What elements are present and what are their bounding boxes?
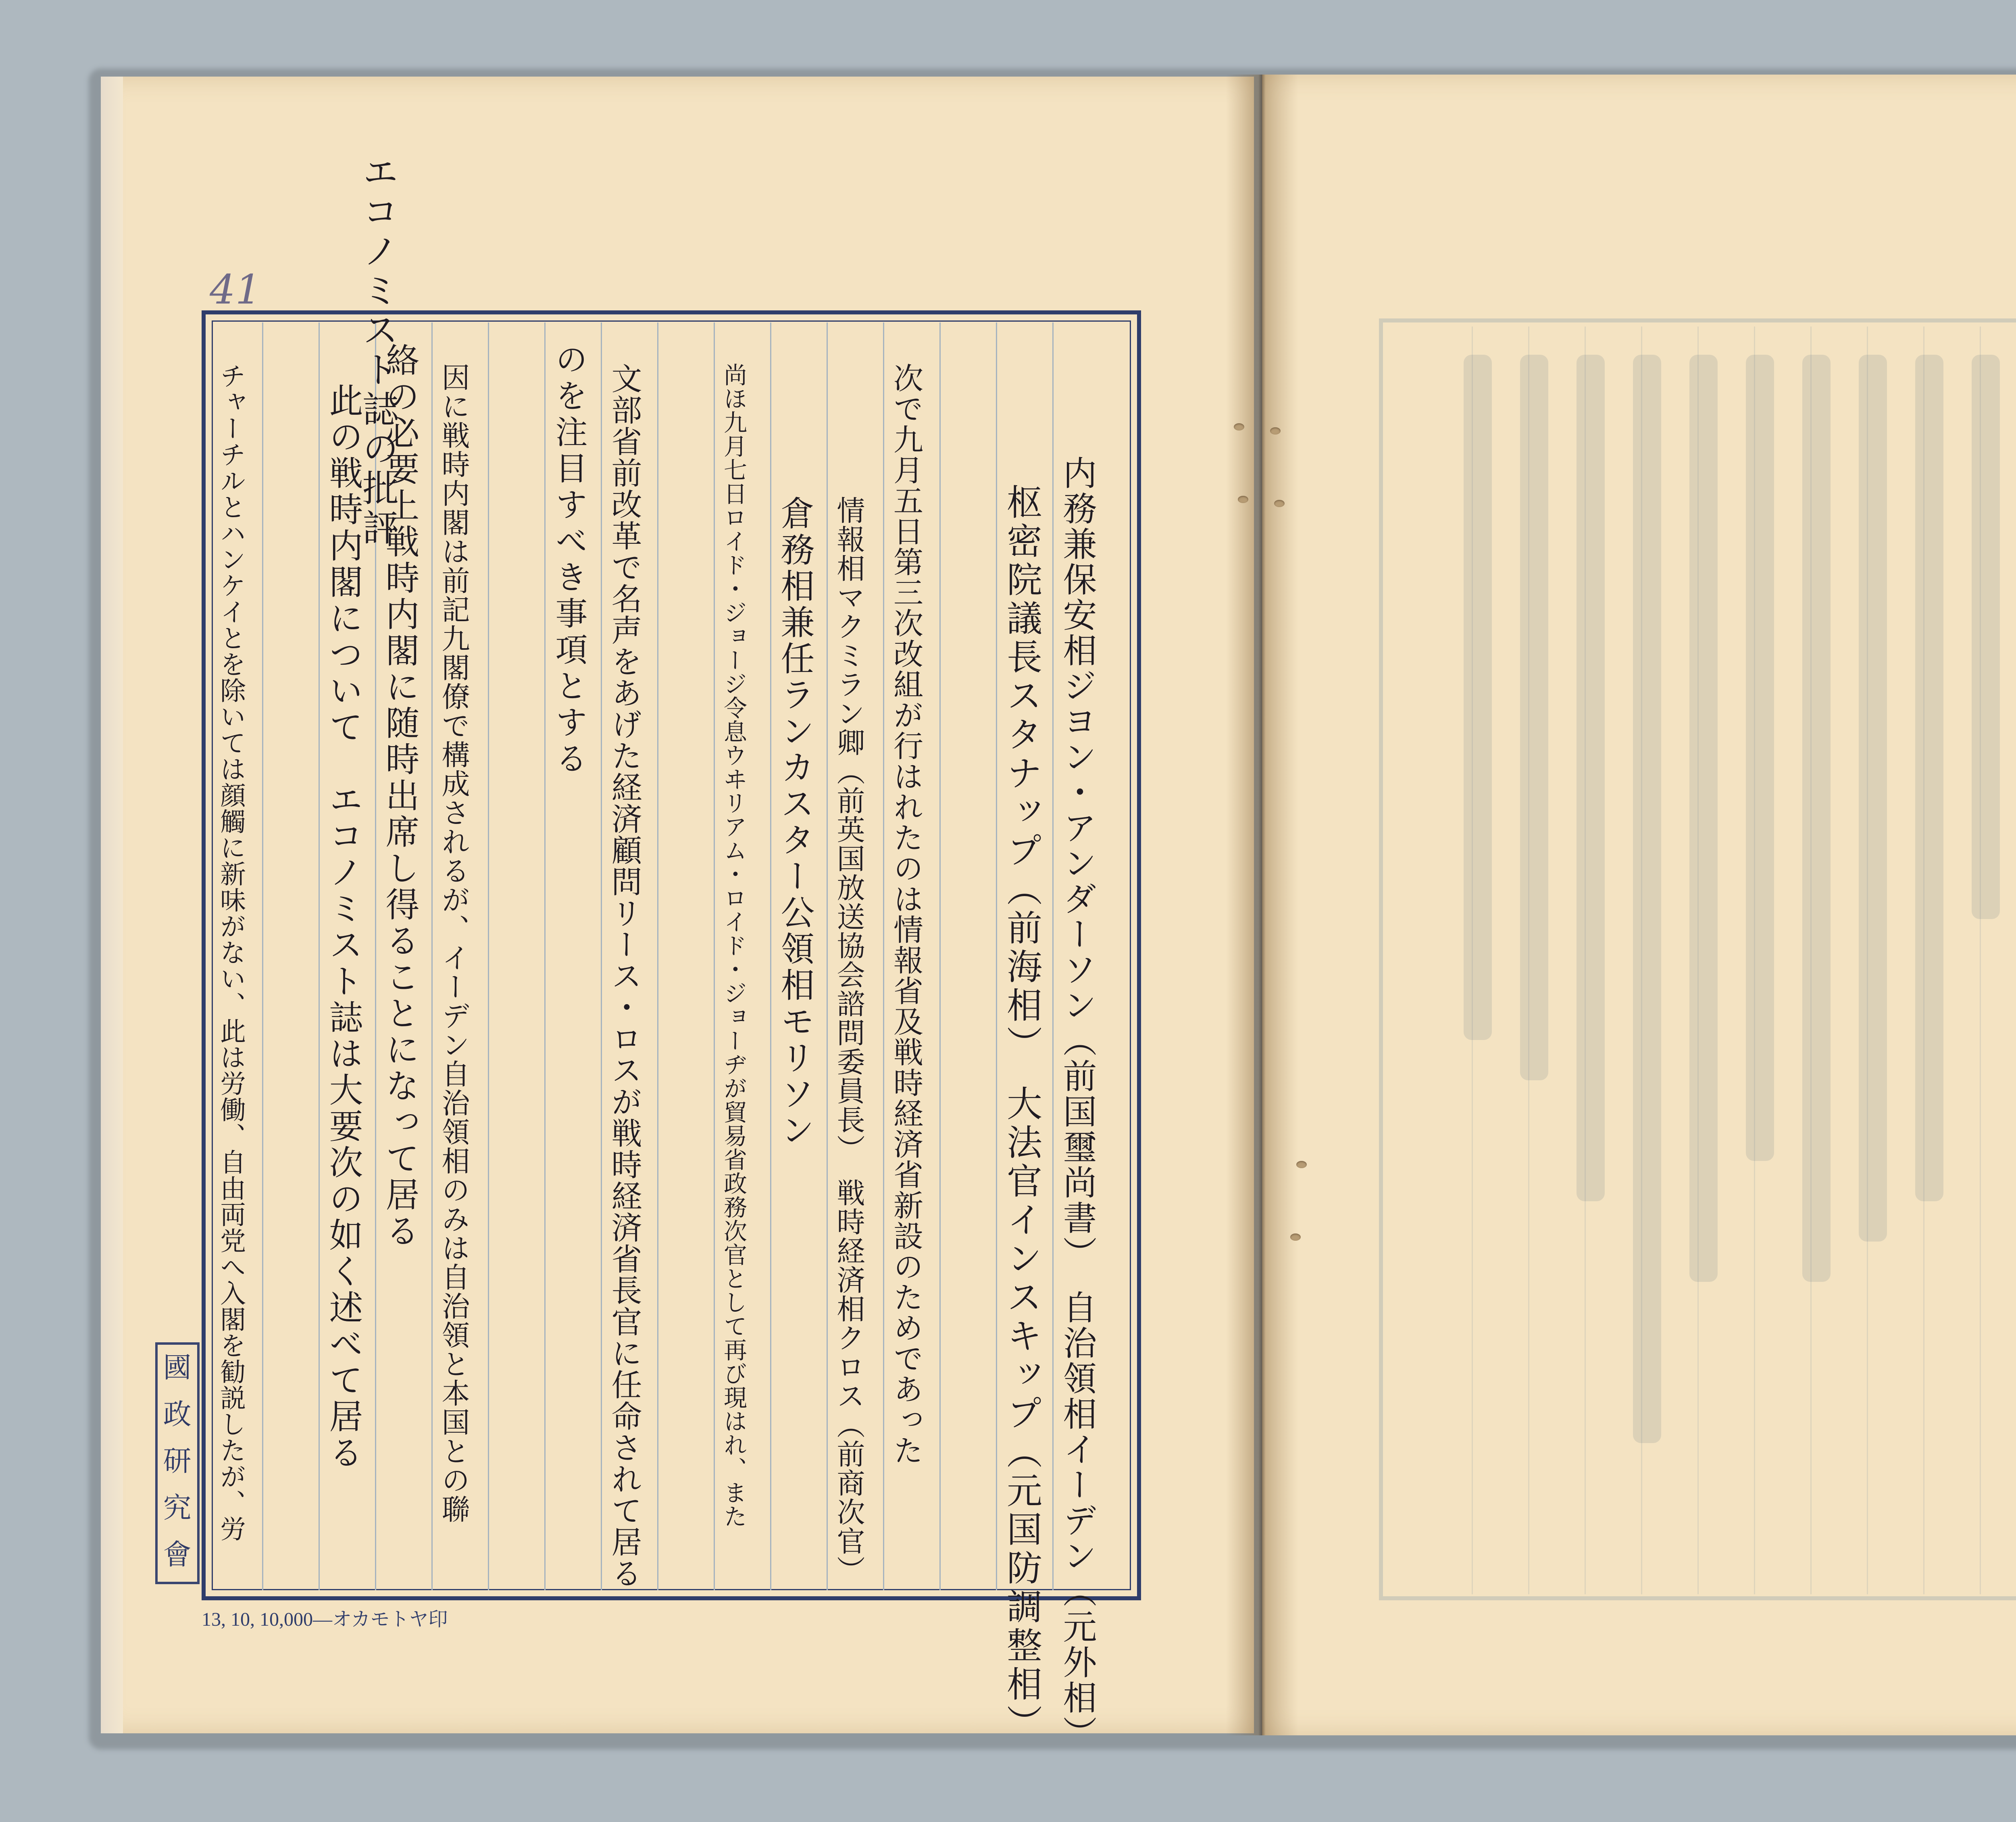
staple-hole [1296,1161,1307,1168]
staple-hole [1234,423,1244,431]
print-footer: 13, 10, 10,000—オカモトヤ印 [202,1609,448,1630]
text-column: チャーチルとハンケイとを除いては顔觸に新味がない、此は労働、自由両党へ入閣を勧説したが、労 [216,363,246,1542]
column-rule [939,322,941,1590]
bleed-through-text [1633,355,1661,1443]
bleed-through-text [1746,355,1774,1161]
bleed-through-text [1802,355,1831,1282]
bleed-through-text [1689,355,1718,1282]
staple-hole [1270,427,1281,435]
column-rule [996,322,997,1590]
text-column: 尚ほ九月七日ロイド・ジョージ令息ウヰリアム・ロイド・ジョーヂが貿易省政務次官として再び現はれ、また [720,363,747,1528]
staple-hole [1274,500,1285,507]
column-rule [714,322,715,1590]
text-column: 枢密院議長スタナップ（前海相） 大法官インスキップ（元国防調整相） [1001,484,1043,1743]
column-rule [601,322,602,1590]
column-rule [262,322,263,1590]
bleed-through-text [1915,355,1943,1201]
bleed-through-text [1577,355,1605,1201]
page-number: 41 [210,266,261,313]
text-column: のを注目すべき事項とする [550,343,587,778]
column-rule [544,322,546,1590]
binding-strip [101,77,123,1733]
column-rule [827,322,828,1590]
bleed-through-text [1972,355,2000,919]
text-column: 因に戦時内閣は前記九閣僚で構成されるが、イーデン自治領相のみは自治領と本国との聯 [437,363,470,1524]
staple-hole [1290,1233,1301,1241]
column-rule [488,322,489,1590]
text-column: 此の戦時内閣について エコノミスト誌は大要次の如く述べて居る [324,383,363,1471]
column-rule [431,322,433,1590]
text-column: 次で九月五日第三次改組が行はれたのは情報省及戦時経済省新設のためであった [889,363,923,1466]
bleed-through-text [1520,355,1548,1080]
staple-hole [1238,496,1248,503]
publisher-stamp: 國政研究會 [158,1352,192,1586]
column-rule [770,322,771,1590]
column-rule [657,322,658,1590]
text-column: 文部省前改革で名声をあげた経済顧問リース・ロスが戦時経済省長官に任命されて居る [606,363,642,1589]
text-column: 内務兼保安相ジヨン・アンダーソン（前国璽尚書） 自治領相イーデン（元外相） [1058,456,1097,1751]
text-column: 倉務相兼任ランカスター公領相モリソン [775,496,815,1149]
margin-note: エコノミスト誌の批評 [356,153,398,548]
column-rule [883,322,884,1590]
column-rule [1052,322,1054,1590]
column-rule [319,322,320,1590]
book-gutter [1226,75,1298,1735]
bleed-through-text [1464,355,1492,1040]
bleed-through-text [1859,355,1887,1242]
text-column: 絡の必要上戦時内閣に随時出席し得ることになって居る [380,343,420,1250]
text-column: 情報相マクミラン卿（前英国放送協会諮問委員長） 戦時経済相クロス（前商次官） [832,496,865,1585]
